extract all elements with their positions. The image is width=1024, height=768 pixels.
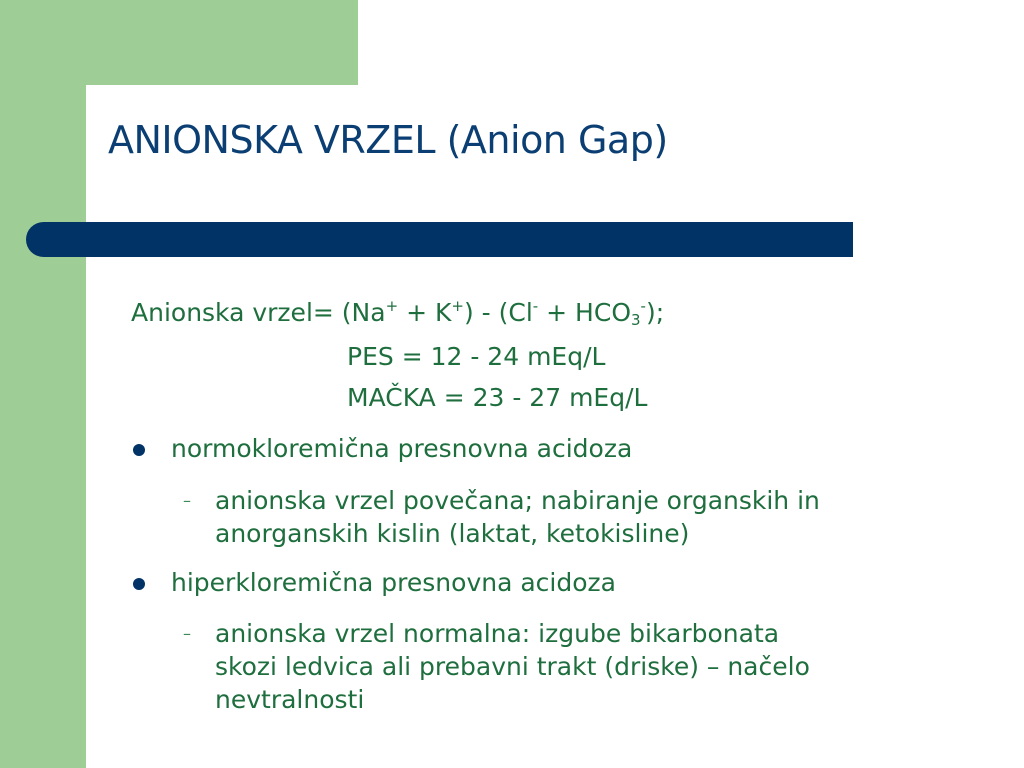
formula-suffix: ); — [645, 298, 665, 327]
sub-bullet-increased-gap — [215, 484, 1005, 550]
sub-bullet-line: anorganskih kislin (laktat, ketokisline) — [215, 519, 690, 548]
sub-bullet-line: anionska vrzel normalna: izgube bikarbonata — [215, 619, 780, 648]
dash-icon: – — [183, 491, 191, 510]
formula-mid-k: + K — [398, 298, 452, 327]
sub-bullet-line: skozi ledvica ali prebavni trakt (driske) – načelo — [215, 652, 810, 681]
formula-mid-cl: ) - (Cl — [463, 298, 533, 327]
cl-charge: - — [532, 297, 539, 315]
hco-charge: - — [640, 297, 646, 315]
formula-mid-hco: + HCO — [538, 298, 631, 327]
bullet-hyperchloremic: hiperkloremična presnovna acidoza — [171, 568, 616, 597]
anion-gap-formula — [131, 296, 664, 329]
bullet-dot-icon — [133, 578, 145, 590]
sub-bullet-line: nevtralnosti — [215, 685, 365, 714]
title-divider-bar — [26, 222, 853, 257]
bullet-normochloremic: normokloremična presnovna acidoza — [171, 434, 633, 463]
k-charge: + — [451, 297, 464, 315]
bullet-dot-icon — [133, 444, 145, 456]
na-charge: + — [385, 297, 399, 315]
range-dog: PES = 12 - 24 mEq/L — [347, 342, 606, 371]
sub-bullet-line: anionska vrzel povečana; nabiranje organskih in — [215, 486, 820, 515]
slide-title: ANIONSKA VRZEL (Anion Gap) — [108, 118, 668, 162]
hco-subscript: 3 — [631, 311, 641, 329]
formula-prefix: Anionska vrzel= (Na — [131, 298, 386, 327]
range-cat: MAČKA = 23 - 27 mEq/L — [347, 383, 648, 412]
dash-icon: – — [183, 624, 191, 643]
green-accent-strip — [0, 0, 86, 768]
sub-bullet-normal-gap — [215, 617, 1005, 716]
